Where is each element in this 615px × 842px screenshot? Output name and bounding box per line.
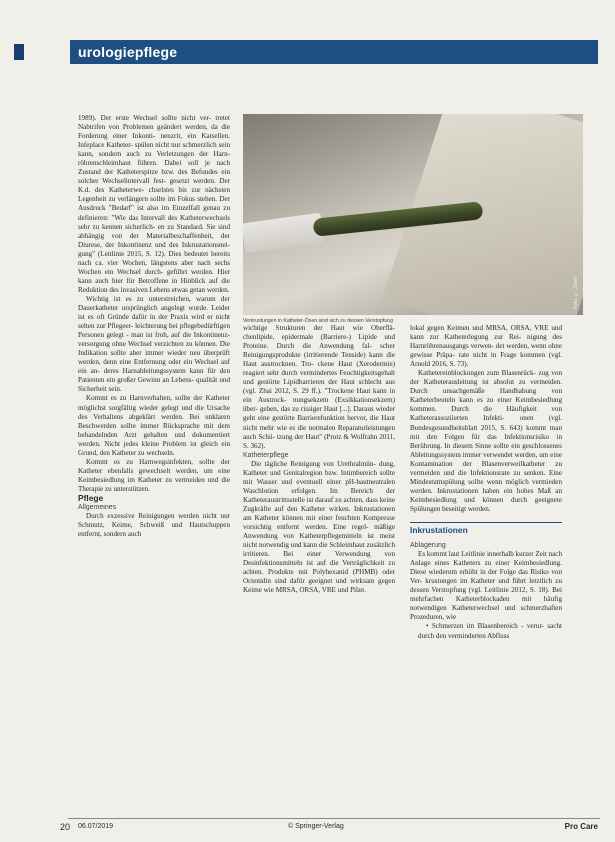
paragraph: Es kommt laut Leitlinie innerhalb kurzer Zeit nach Anlage eines Katheters zu einer Keimbesiedlung. Diese wiederum erhöht in der Folge das Risiko von Ver- krustungen im Katheter und führt letztlich zu dessen Verstopfung (vgl. Leitlinie 2012, S. 18). Bei mehrfachen Katheterblockaden mit häufig notwendigen Katheterwechsel und schmerzhaften Prozeduren, wie — [410, 550, 562, 622]
bullet-text: Schmerzen im Blasenbereich - verur- sacht durch den verminderten Abfluss — [418, 622, 562, 640]
subheading-katheterpflege: Katheterpflege — [243, 451, 289, 459]
catheter-photo — [243, 114, 583, 315]
publisher: © Springer-Verlag — [288, 823, 344, 830]
heading-pflege: Pflege — [78, 492, 104, 503]
section-title: urologiepflege — [78, 44, 178, 60]
journal-name: Pro Care — [564, 822, 598, 831]
page-number: 20 — [60, 822, 71, 832]
paragraph: Kommt es zu Harnverhalten, sollte der Katheter möglichst sorgfältig wieder gelegt und die Ursache des Verhaltens abgeklärt werden. Bei unklaren Beschwerden sollte immer Rücksprache mit dem behandelnden Arzt gehalten und dokumentiert werden. Nicht jedes kleine Problem ist gleich ein Grund, den Katheter zu wechseln. — [78, 394, 230, 457]
issue-date: 06.07/2019 — [78, 823, 114, 830]
text-column-3 — [410, 324, 562, 748]
text-column-1 — [78, 114, 230, 720]
paragraph: 1989). Der erste Wechsel sollte nicht ver- tretet Nabtrifen von Problemen geändert werden, da die Forderung einer Inkonti- nenzrit, ein Katsellen. Infeplace Katheter- spülen nicht nur schmerzlich sein kann, sondern auch zu Verletzungen der Harn- röhrenschleimhaut führen. Dabei soll je nach Zustand der Katheterspitze bzw. des Befundes ein solcher Wechselintervall fest- gesetzt werden. Der K.d. des Katheterwe- chselstes bis zur nächsten Legenheit zu verlängern sollte im Fokus stehen. Der Ausdruck "Bedarf" ist also im Einzelfall genau zu definieren: "Wie das Intervall des Katheterwechsels sehr zu kennen sicherlich- en zu Standard. Sie sind abhängig von der Materialbeschaffenheit, der Diurese, der Inkontinenz und des Inkrustationsnei- gung" (Leitlinie 2015, S. 12). Dies bedeutet bereits nach ca. vier Wochen, längstens aber nach sechs Wochen ein Wechsel durch- geführt werden. Hier kann auch hier für Betroffene in Hinblick auf die Reduktion des invasiven Lebens etwas getan werden. — [78, 114, 230, 294]
paragraph: Wichtig ist es zu unterstreichen, warum der Dauerkatheter ursprünglich angelegt wurde. Leider ist es oft Gründe dafür in der Praxis wird er nicht selten zur Pflegeer- leichterung bei pflegebedürftigen Personen gelegt - man ist froh, auf die Inkontinenz- versorgung ohne Wechsel verzichten zu können. Die Indikation sollte aber immer wieder neu überprüft werden, denn eine Entfernung oder ein Wechsel auf ein an- deres Harnableitungssystem kann für den Patienten ein großer Gewinn an Lebens- qualität und Sicherheit sein. — [78, 294, 230, 394]
footer-divider — [68, 818, 600, 819]
section-header-bar — [70, 40, 598, 64]
subheading-allgemeines: Allgemeines — [78, 504, 117, 512]
paragraph: wichtige Strukturen der Haut wie Oberflä- chenlipide, epidermale (Barriere-) Lipide und Proteine. Durch die Anwendung fal- scher Reinigungsprodukte (irritierende Tenside) kann die Haut austrocknen. Tro- ckene Haut (Xerodermie) reagiert sehr durch vermindertes Feuchtigkeitsgehalt und gestörte Lipidbarrieren der Haut schlecht aus (vgl. Zhai 2012, S. 29 ff.). "Trockene Haut kann in ein Austrock- nungsekzem (Exsikkationsekzem) über- gehen, das zu rissiger Haut [...]. Daraus wieder geht eine gestörte Barrierefunktion hervor, die Haut nicht mehr wie es die normalen Reparaturleistungen auch Schü- tzung der Haut" (Protz & Wolfrahn 2011, S. 362). — [243, 324, 395, 450]
paragraph: Die tägliche Reinigung von Urethralmün- dung, Katheter und Genitalregion bzw. Intimbereich sollte mit Wasser und eventuell einer pH-hautneutralen Waschlotion erfolgen. Im Bereich der Katheteraustrittsstelle ist darauf zu achten, dass keine Zugkräfte auf den Katheter wirken. Inkrustationen am Katheter können mit einer feuchten Kompresse vorsichtig entfernt werden. Eine regel- mäßige Anwendung von Katheterpflegemitteln ist meist nicht notwendig und kann die Schleimhaut zusätzlich irritieren. Bei einer Verwendung von Desinfektionsmitteln ist auf die Verträglichkeit zu achten. Produkte mit Polyhexanid (PHMB) oder Octenidin sind dafür geeignet und wirksam gegen Keime wie MRSA, ORSA, VRE und Pilze. — [243, 459, 395, 595]
paragraph: Kommt es zu Harnwegsinfekten, sollte der Katheter ebenfalls gewechselt werden, um eine Keimbesiedlung im Katheter zu vermeiden und die Therapie zu unterstützen. — [78, 457, 230, 493]
bullet-item: • Schmerzen im Blasenbereich - verur- sacht durch den verminderten Abfluss — [418, 622, 562, 640]
page-footer — [60, 822, 600, 834]
paragraph: Kathetereinblockungen zum Blasenrück- zug von der Katheterausleitung ist absolut zu vermeiden. Durch unsachgemäße Handhabung von Katheterbeuteln kann es zu einer Keimbesiedlung kommen. Durch die Häufigkeit von Katheterassoziierten Infekti- onen (vgl. Bundesgesundheitsblatt 2015, S. 643) kommt man mit den Folgen für das Infektionsrisiko in Berührung. In diesem Sinne sollte ein geschlossenes Ableitungssystem immer verwendet werden, um eine Kontamination der Blasenverweilkatheter zu vermeiden und die Infektionsrate zu senken. Eine Mindestumspülung sollte wenn möglich vermieden werden. Inkrustationen haben ein hohes Maß an Keimbesiedlung und können durch geeignete Spülungen beseitigt werden. — [410, 369, 562, 513]
paragraph: Durch exzessive Reinigungen werden nicht nur Schmutz, Keime, Schweiß und Hautschuppen entfernt, sondern auch — [78, 512, 230, 539]
paragraph: lokal gegen Keimen und MRSA, ORSA, VRE und kann zur Katheterlegung zur Rei- nigung des Harnröhrenausgangs verwen- det werden, wenn ohne gewisse Präpa- rate nicht in Frage kommen (vgl. Arnold 2016, S. 73). — [410, 324, 562, 369]
photo-credit: Foto: © Ziwet — [573, 276, 579, 309]
subheading-ablagerung: Ablagerung — [410, 542, 446, 550]
photo-tube-shape — [243, 213, 325, 254]
figure-caption: Verkrustungen in Katheter-Ösen sind sich zu dessen Verstopfung — [243, 318, 393, 324]
text-column-2 — [243, 324, 395, 724]
section-heading-inkrustationen: Inkrustationen — [410, 522, 562, 535]
corner-marker — [14, 44, 24, 60]
